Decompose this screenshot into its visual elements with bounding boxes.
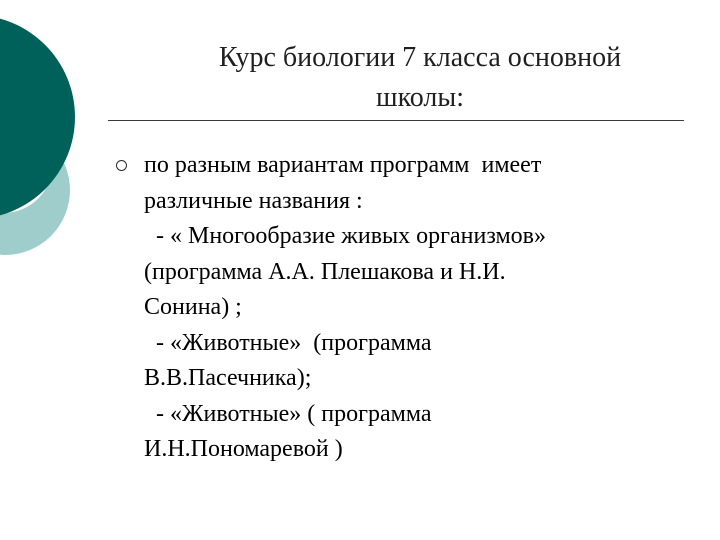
body-line: - «Животные» (программа xyxy=(144,329,432,356)
body-line: различные названия : xyxy=(144,187,363,214)
slide-title-line-1: Курс биологии 7 класса основной xyxy=(218,42,622,73)
body-line: Сонина) ; xyxy=(144,294,242,320)
body-line: - « Многообразие живых организмов» xyxy=(144,223,546,249)
body-line: - «Животные» ( программа xyxy=(144,400,432,427)
body-line: (программа А.А. Плешакова и Н.И. xyxy=(144,258,506,285)
slide-title-line-2: школы: xyxy=(376,82,464,113)
body-line: И.Н.Пономаревой ) xyxy=(144,436,343,462)
hollow-circle-bullet-icon xyxy=(116,160,127,171)
body-line: В.В.Пасечника); xyxy=(144,365,312,391)
body-line: по разным вариантам программ имеет xyxy=(144,152,542,178)
slide-title xyxy=(120,38,720,118)
decorative-circles xyxy=(0,0,120,300)
title-divider xyxy=(108,120,684,121)
bullet-text xyxy=(144,148,704,468)
